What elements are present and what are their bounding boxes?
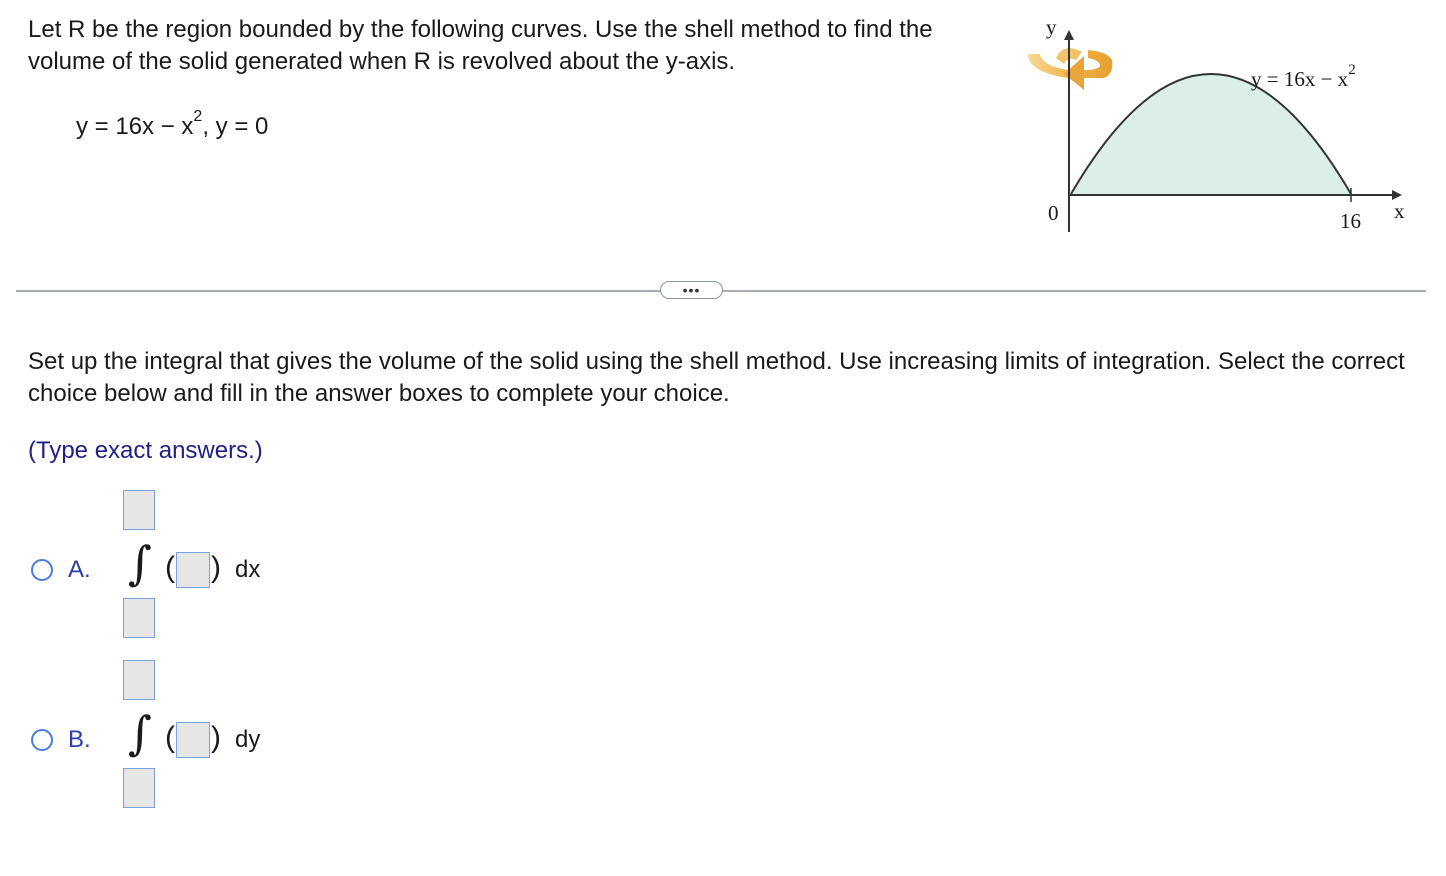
choice-a-lower-limit-input[interactable] bbox=[123, 598, 155, 638]
equation-main: y = 16x − x bbox=[76, 113, 194, 140]
origin-label: 0 bbox=[1048, 201, 1059, 225]
given-equations bbox=[76, 108, 269, 141]
choice-a-integrand-input[interactable] bbox=[176, 552, 210, 588]
choice-b-integrand-input[interactable] bbox=[176, 722, 210, 758]
choice-b-integral-sign: ∫ bbox=[128, 706, 152, 760]
curve-label bbox=[1251, 62, 1356, 91]
choice-b[interactable] bbox=[28, 658, 348, 808]
equation-tail: , y = 0 bbox=[202, 113, 269, 140]
choice-a-radio[interactable] bbox=[31, 559, 53, 581]
choice-b-left-paren: ( bbox=[165, 721, 175, 754]
choice-a-right-paren: ) bbox=[211, 551, 221, 584]
curve-label-main: y = 16x − x bbox=[1251, 67, 1349, 91]
type-hint: (Type exact answers.) bbox=[28, 437, 263, 464]
x-axis-label: x bbox=[1394, 199, 1405, 223]
rotation-arrow-icon bbox=[1028, 48, 1112, 90]
curve-label-exponent: 2 bbox=[1348, 62, 1356, 78]
equation-exponent: 2 bbox=[193, 108, 203, 125]
choice-b-right-paren: ) bbox=[211, 721, 221, 754]
choice-a[interactable] bbox=[28, 488, 348, 638]
problem-statement: Let R be the region bounded by the following curves. Use the shell method to find the volume of the solid generated when R is revolved about the y-axis. bbox=[28, 16, 933, 75]
choice-a-differential: dx bbox=[235, 556, 261, 583]
choice-a-integral-sign: ∫ bbox=[128, 536, 152, 590]
y-axis-label: y bbox=[1046, 15, 1057, 39]
choice-a-left-paren: ( bbox=[165, 551, 175, 584]
region-figure bbox=[1018, 14, 1428, 244]
instructions-text: Set up the integral that gives the volume of the solid using the shell method. Use increasing limits of integration. Select the correct choice below and fill in the answer boxes to complete your choice. bbox=[28, 348, 1405, 407]
choice-b-radio[interactable] bbox=[31, 729, 53, 751]
more-options-button[interactable]: ••• bbox=[660, 281, 723, 299]
x-tick-label: 16 bbox=[1340, 209, 1361, 233]
choice-b-upper-limit-input[interactable] bbox=[123, 660, 155, 700]
y-axis-arrow-icon bbox=[1064, 30, 1074, 40]
choice-b-differential: dy bbox=[235, 726, 261, 753]
choice-a-letter[interactable]: A. bbox=[68, 556, 91, 583]
choice-b-lower-limit-input[interactable] bbox=[123, 768, 155, 808]
choice-b-letter[interactable]: B. bbox=[68, 726, 91, 753]
choice-a-upper-limit-input[interactable] bbox=[123, 490, 155, 530]
